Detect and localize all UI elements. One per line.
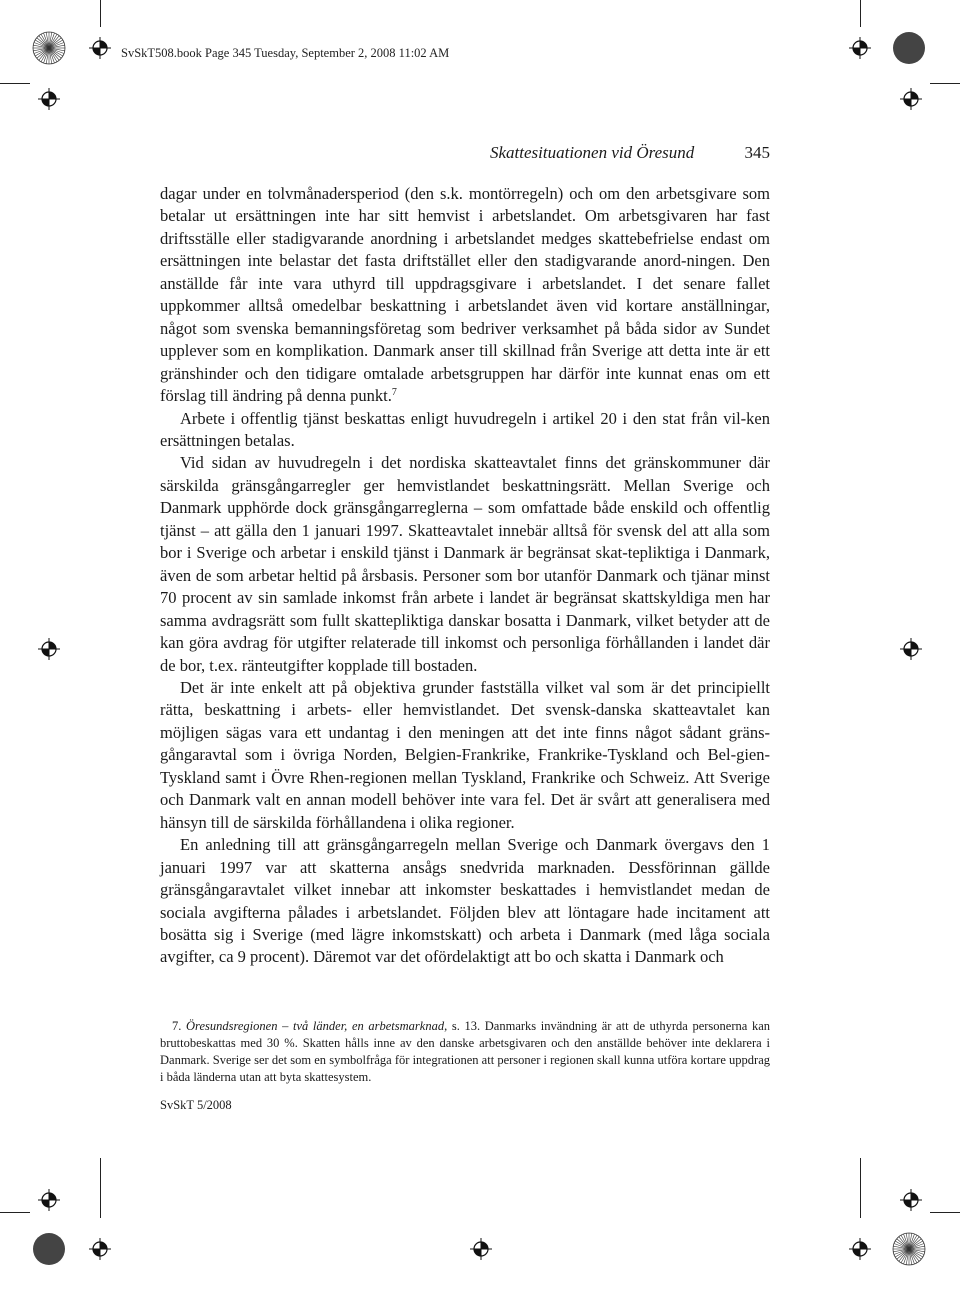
registration-target-icon xyxy=(38,638,60,660)
paragraph: Vid sidan av huvudregeln i det nordiska skatteavtalet finns det gränskommuner där särskilda gränsgångarregler ger hemvistlandet beskattningsrätt. Mellan Sverige och Danmark upphörde dock gränsgångarreglerna – som omfattade både enskild och offentlig tjänst – att gälla den 1 januari 1997. Skatteavtalet innebär alltså för svensk del att alla som bor i Sverige och arbetar i enskild tjänst i Danmark är begränsat skat-tepliktiga i Danmark, även de som arbetar heltid på årsbasis. Personer som bor utanför Danmark och tjänar minst 70 procent av sin samlade inkomst från arbete i landet är begränsat skattskyldiga men har samma avdragsrätt som fullt skattepliktiga danskar bosatta i Danmark, vilket betyder att de kan göra avdrag för utgifter relaterade till inkomst och personliga förhållanden i landet där de bor, t.ex. ränteutgifter kopplade till bostaden. xyxy=(160,453,770,675)
crop-mark xyxy=(0,83,30,84)
paragraph: En anledning till att gränsgångarregeln mellan Sverige och Danmark övergavs den 1 januari 1997 var att skatterna ansågs snedvrida marknaden. Dessförinnan gällde gränsgångaravtalet vilket innebar att inkomster beskattades i hemvistlandet medan de sociala avgifterna pålades i arbetslandet. Följden blev att löntagare hade incitament att bosätta sig i Sverige (med lägre inkomstskatt) och arbeta i Danmark (med låga sociala avgifter, ca 9 procent). Däremot var det ofördelaktigt att bo och skatta i Danmark och xyxy=(160,835,770,967)
starburst-mark-bottom-right xyxy=(892,1232,926,1266)
registration-target-icon xyxy=(38,1189,60,1211)
crop-mark xyxy=(930,1212,960,1213)
body-text xyxy=(160,183,770,969)
print-slug: SvSkT508.book Page 345 Tuesday, September 2, 2008 11:02 AM xyxy=(121,46,450,60)
registration-target-icon xyxy=(89,37,111,59)
registration-target-icon xyxy=(849,37,871,59)
paragraph: Det är inte enkelt att på objektiva grunder fastställa vilket val som är det principiellt rätta, beskattning i arbets- eller hemvistlandet. Det svensk-danska skatteavtalet kan möjligen sägas vara ett undantag i den meningen att det inte finns något sådant gräns-gångaravtal som i övriga Norden, Belgien-Frankrike, Frankrike-Tyskland och Bel-gien-Tyskland samt i Övre Rhen-regionen mellan Tyskland, Frankrike och Schweiz. Att Sverige och Danmark valt en annan modell behöver inte vara fel. Det är svårt att generalisera med hänsyn till de särskilda förhållandena i olika regioner. xyxy=(160,677,770,832)
footnote xyxy=(160,1018,770,1086)
registration-target-icon xyxy=(900,1189,922,1211)
footnote-reference: 7 xyxy=(391,387,397,399)
running-head-title: Skattesituationen vid Öresund xyxy=(490,143,695,162)
paragraph: Arbete i offentlig tjänst beskattas enligt huvudregeln i artikel 20 i den stat från vil-ken ersättningen betalas. xyxy=(160,408,770,450)
crop-mark xyxy=(860,0,861,27)
crop-mark xyxy=(0,1212,30,1213)
registration-target-icon xyxy=(849,1238,871,1260)
registration-target-icon xyxy=(38,88,60,110)
registration-target-icon xyxy=(900,638,922,660)
crop-mark xyxy=(860,1158,861,1218)
registration-target-icon xyxy=(470,1238,492,1260)
footnote-number: 7. xyxy=(172,1019,182,1033)
footnote-text: , s. 13. Danmarks invändning är att de uthyrda personerna kan bruttobeskattas med 30 %. Skatten hålls inne av den danske arbetsgivaren och den anställde behöver inte deklarera i Danmark. Sverige ser det som en symbolfråga för integrationen att personer i regionen skall kunna utföra kortare uppdrag i båda länderna utan att byta skattesystem. xyxy=(160,1019,771,1085)
registration-target-icon xyxy=(89,1238,111,1260)
starburst-mark-top-left xyxy=(32,31,66,65)
journal-id: SvSkT 5/2008 xyxy=(160,1098,232,1112)
crop-mark xyxy=(100,1158,101,1218)
page-number: 345 xyxy=(744,143,770,162)
footnote-source-title: Öresundsregionen – två länder, en arbetsmarknad xyxy=(186,1019,445,1033)
paragraph: dagar under en tolvmånadersperiod (den s.k. montörregeln) och om den arbetsgivare som betalar ut ersättningen inte har sitt hemvist i arbetslandet. Om arbetsgivaren har fast driftsställe eller stadigvarande anordning i arbetslandet medges skattebefrielse endast om ersättningen inte belastar det fasta driftstället eller den stadigvarande anord-ningen. Den anställde får inte vara uthyrd till uppdragsgivare i arbetslandet. I det senare fallet uppkommer alltså omedelbar beskattning i arbetslandet även vid kortare anställningar, något som svenska bemanningsföretag som bedriver verksamhet på båda sidor av Sundet upplever som en komplikation. Danmark anser till skillnad från Sverige att detta inte är ett gränshinder och den tidigare omtalade arbetsgruppen har därför inte kunnat enas om ett förslag till ändring på denna punkt.$^7$ xyxy=(160,184,770,406)
registration-target-icon xyxy=(900,88,922,110)
crop-mark xyxy=(930,83,960,84)
starburst-mark-top-right xyxy=(892,31,926,65)
crop-mark xyxy=(100,0,101,27)
starburst-mark-bottom-left xyxy=(32,1232,66,1266)
